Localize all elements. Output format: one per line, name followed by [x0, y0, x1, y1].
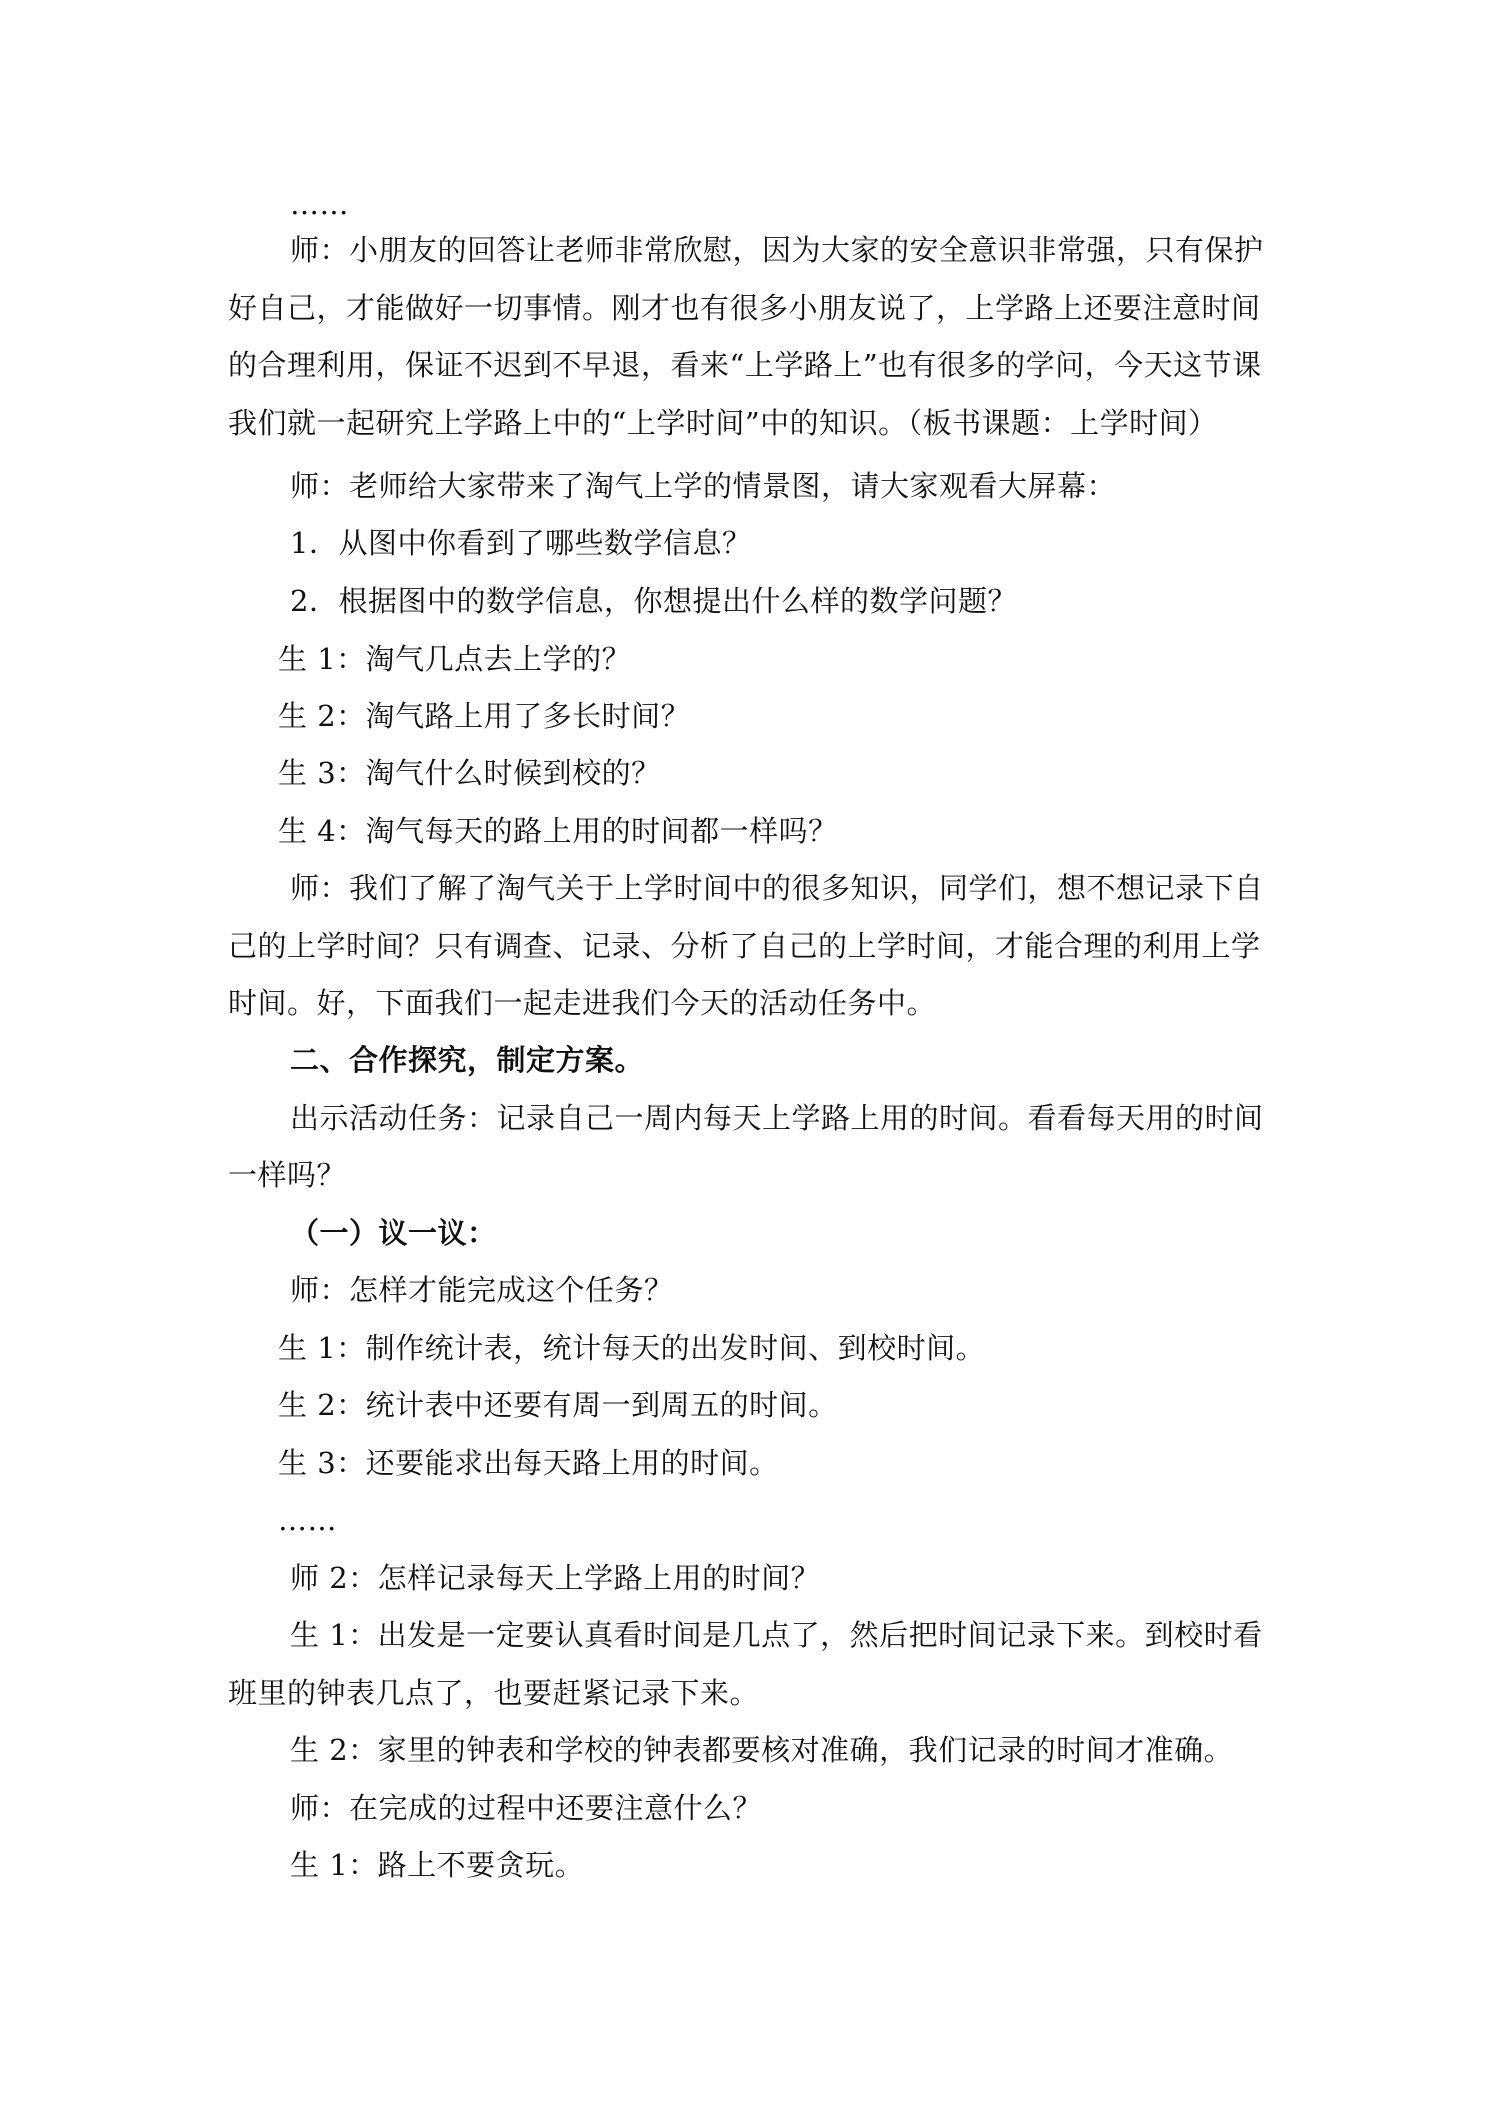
student-answer: 生 3：淘气什么时候到校的？ [278, 756, 661, 790]
ellipsis-line: …… [278, 1503, 337, 1537]
paragraph-line: 生 2：家里的钟表和学校的钟表都要核对准确，我们记录的时间才准确。 [290, 1733, 1234, 1767]
paragraph-line: 师：小朋友的回答让老师非常欣慰，因为大家的安全意识非常强，只有保护 [290, 233, 1264, 267]
paragraph-line: 师 2：怎样记录每天上学路上用的时间？ [290, 1561, 821, 1595]
paragraph-line: 己的上学时间？只有调查、记录、分析了自己的上学时间，才能合理的利用上学 [228, 929, 1261, 963]
subsection-heading: （一）议一议： [290, 1216, 497, 1250]
paragraph-line: 我们就一起研究上学路上中的“上学时间”中的知识。（板书课题：上学时间） [228, 406, 1218, 440]
paragraph-line: 好自己，才能做好一切事情。刚才也有很多小朋友说了，上学路上还要注意时间 [228, 291, 1261, 325]
student-answer: 生 1：制作统计表，统计每天的出发时间、到校时间。 [278, 1331, 986, 1365]
student-answer: 生 3：还要能求出每天路上用的时间。 [278, 1446, 779, 1480]
student-answer: 生 2：淘气路上用了多长时间？ [278, 699, 691, 733]
paragraph-line: 出示活动任务：记录自己一周内每天上学路上用的时间。看看每天用的时间 [290, 1101, 1264, 1135]
student-answer: 生 1：淘气几点去上学的？ [278, 642, 632, 676]
question-item: 2．根据图中的数学信息，你想提出什么样的数学问题？ [290, 584, 1017, 618]
paragraph-line: 的合理利用，保证不迟到不早退，看来“上学路上”也有很多的学问，今天这节课 [228, 348, 1262, 382]
paragraph-line: 师：在完成的过程中还要注意什么？ [290, 1791, 763, 1825]
paragraph-line: 生 1：路上不要贪玩。 [290, 1848, 585, 1882]
ellipsis-line: …… [290, 187, 349, 221]
paragraph-line: 生 1：出发是一定要认真看时间是几点了，然后把时间记录下来。到校时看 [290, 1618, 1263, 1652]
paragraph-line: 师：怎样才能完成这个任务？ [290, 1273, 674, 1307]
section-heading: 二、合作探究，制定方案。 [290, 1043, 645, 1077]
question-item: 1．从图中你看到了哪些数学信息？ [290, 526, 752, 560]
paragraph-line: 师：老师给大家带来了淘气上学的情景图，请大家观看大屏幕： [290, 469, 1117, 503]
paragraph-line: 师：我们了解了淘气关于上学时间中的很多知识，同学们，想不想记录下自 [290, 871, 1264, 905]
paragraph-line: 时间。好，下面我们一起走进我们今天的活动任务中。 [228, 986, 937, 1020]
student-answer: 生 4：淘气每天的路上用的时间都一样吗？ [278, 814, 838, 848]
paragraph-line: 一样吗？ [228, 1158, 347, 1192]
student-answer: 生 2：统计表中还要有周一到周五的时间。 [278, 1388, 838, 1422]
paragraph-line: 班里的钟表几点了，也要赶紧记录下来。 [228, 1676, 760, 1710]
